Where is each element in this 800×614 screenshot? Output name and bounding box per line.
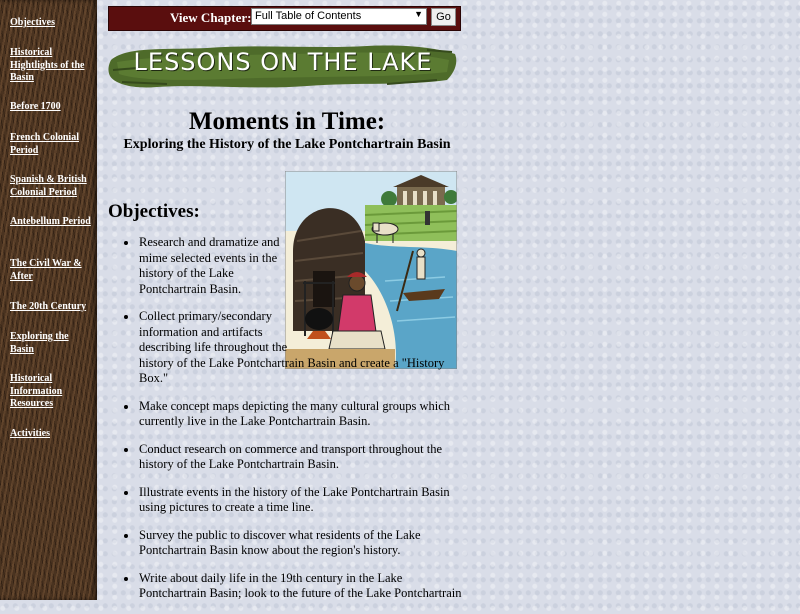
image-wrap-spacer — [303, 309, 449, 355]
list-item: Survey the public to discover what residents of the Lake Pontchartrain Basin know about the region's history. — [108, 528, 463, 559]
list-item: Write about daily life in the 19th century in the Lake Pontchartrain Basin; look to the future of the Lake Pontchartrain — [108, 571, 463, 602]
lessons-banner — [107, 40, 459, 92]
page-title: Moments in Time: — [188, 108, 386, 135]
dropdown-arrow-icon: ▼ — [414, 9, 423, 19]
objectives-heading: Objectives: — [108, 201, 200, 222]
sidebar-nav — [0, 0, 97, 600]
list-item: Research and dramatize and mime selected events in the history of the Lake Pontchartrain Basin. — [108, 235, 285, 297]
sidebar-item-antebellum[interactable]: Antebellum Period — [10, 216, 91, 227]
objectives-list — [108, 235, 463, 614]
list-item-text: Collect primary/secondary information and artifacts describing life throughout the history of the Lake Pontchartrain Basin and create a "History Box." — [139, 309, 445, 385]
list-item — [108, 309, 449, 387]
list-item: Make concept maps depicting the many cultural groups which currently live in the Lake Pontchartrain Basin. — [108, 399, 463, 430]
go-button[interactable]: Go — [431, 8, 456, 26]
list-item: Illustrate events in the history of the Lake Pontchartrain Basin using pictures to create a time line. — [108, 485, 463, 516]
sidebar-item-french-colonial[interactable]: French Colonial Period — [10, 132, 79, 156]
sidebar-item-before-1700[interactable]: Before 1700 — [10, 101, 61, 112]
sidebar-item-activities[interactable]: Activities — [10, 428, 50, 439]
sidebar-item-spanish-british-colonial[interactable]: Spanish & British Colonial Period — [10, 174, 87, 198]
sidebar-item-historical-resources[interactable]: Historical Information Resources — [10, 373, 63, 409]
chapter-select[interactable] — [251, 8, 427, 25]
sidebar-item-objectives[interactable]: Objectives — [10, 17, 55, 28]
page-subtitle: Exploring the History of the Lake Pontchartrain Basin — [123, 137, 451, 152]
list-item: Conduct research on commerce and transport throughout the history of the Lake Pontchartrain Basin. — [108, 442, 463, 473]
chapter-select-value: Full Table of Contents — [255, 10, 362, 22]
sidebar-item-exploring-basin[interactable]: Exploring the Basin — [10, 331, 69, 355]
banner-title: LESSONS ON THE LAKE — [133, 48, 433, 76]
chapter-label: View Chapter: — [170, 10, 252, 25]
sidebar-item-historical-highlights[interactable]: Historical Hightlights of the Basin — [10, 47, 85, 83]
sidebar-item-20th-century[interactable]: The 20th Century — [10, 301, 87, 312]
sidebar-item-civil-war[interactable]: The Civil War & After — [10, 258, 82, 282]
